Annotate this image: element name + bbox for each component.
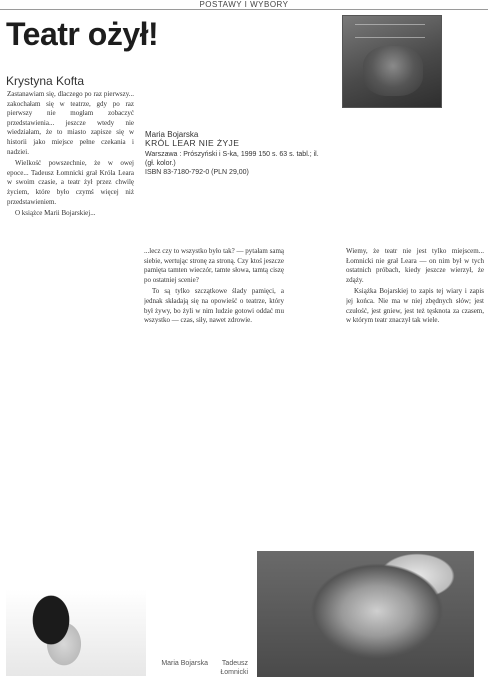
paragraph: O książce Marii Bojarskiej... <box>15 209 96 218</box>
book-title: KRÓL LEAR NIE ŻYJE <box>145 138 240 148</box>
paragraph: To są tylko szczątkowe ślady pamięci, a jednak składają się na opowieść o teatrze, który był żywy, bo żyli w nim ludzie gotowi oddać mu wszystko — czas, siły, nawet zdrowie. <box>144 287 284 325</box>
paragraph: Książka Bojarskiej to zapis tej wiary i zapis jej końca. Nie ma w niej zbędnych słów; jest czułość, jest gniew, jest też tęsknota za czasem, w którym teatr znaczył tak wiele. <box>346 287 484 325</box>
cover-title-band <box>355 24 425 38</box>
header-rule <box>0 9 488 10</box>
article-author: Krystyna Kofta <box>6 74 85 88</box>
paragraph: Wielkość powszechnie, że w owej epoce... Tadeusz Łomnicki grał Króla Leara w swoim czasie, a teatr żył przez chwilę życiem, które było czymś więcej niż przedstawieniem. <box>7 159 134 206</box>
cover-illustration <box>363 46 423 96</box>
book-cover-image <box>342 15 442 108</box>
book-info <box>145 130 327 177</box>
book-isbn: ISBN 83-7180-792-0 (PLN 29,00) <box>145 169 249 176</box>
paragraph: Wiemy, że teatr nie jest tylko miejscem... Łomnicki nie grał Leara — on nim był w tych ostatnich próbach, kiedy jeszcze wierzył, że zdąży. <box>346 247 484 284</box>
photo-caption-2: Tadeusz Łomnicki <box>220 660 248 676</box>
book-author: Maria Bojarska <box>145 130 199 139</box>
article-title: Teatr ożył! <box>6 16 159 52</box>
article-column-3 <box>346 247 484 530</box>
article-column-2 <box>144 247 284 530</box>
section-header: POSTAWY I WYBORY <box>0 0 488 9</box>
paragraph: ...lecz czy to wszystko było tak? — pytałam samą siebie, wertując stronę za stroną. Czy ktoś jeszcze pamięta tamten wieczór, tamte słowa, tamtą ciszę po ostatniej scenie? <box>144 247 284 284</box>
article-column-1 <box>7 90 134 530</box>
photo-tadeusz-lomnicki <box>257 551 474 677</box>
book-details: Warszawa : Prószyński i S-ka, 1999 150 s. 63 s. tabl.; il. (gł. kolor.) <box>145 151 319 167</box>
photo-caption-1: Maria Bojarska <box>161 660 208 667</box>
photo-maria-bojarska <box>6 552 146 676</box>
paragraph: Zastanawiam się, dlaczego po raz pierwszy... zakochałam się w teatrze, gdy po raz pierwszy nie mogłam zobaczyć przedstawienia... jeszcze wtedy nie wiedziałam, że to miasto zapisze się w historii jako miejsce pełne czekania i nadziei. <box>7 90 134 156</box>
